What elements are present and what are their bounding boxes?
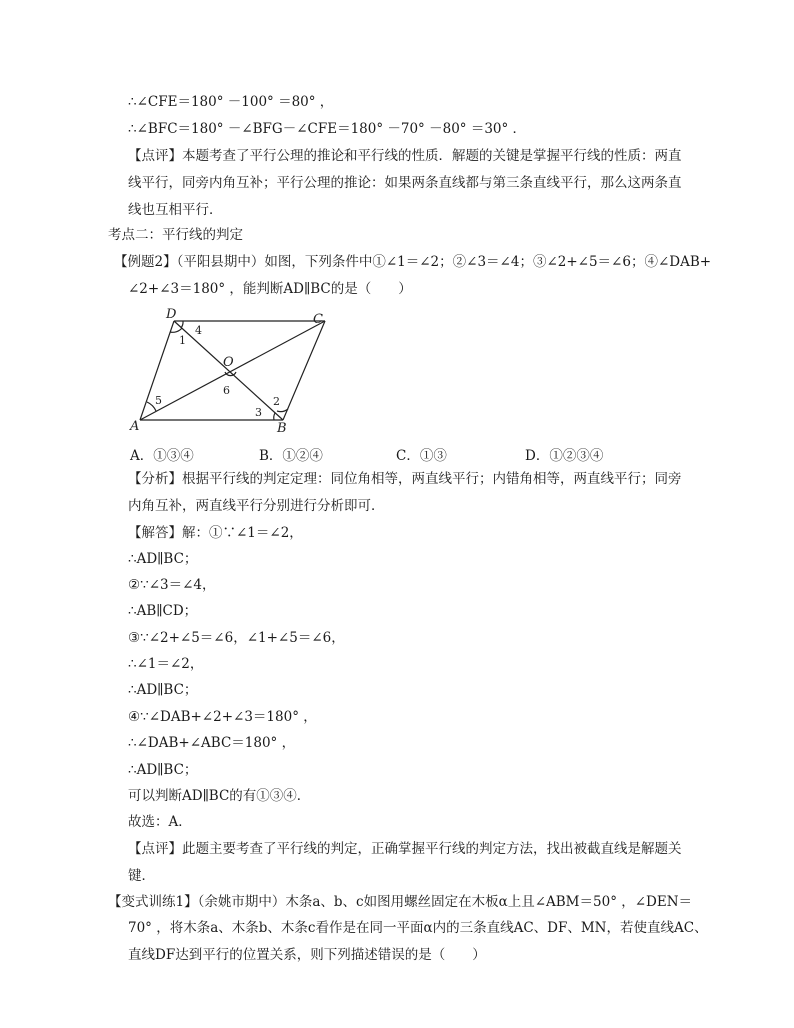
exercise-line-3: 直线DF达到平行的位置关系，则下列描述错误的是（ ） (128, 947, 486, 963)
exercise-line-2: 70° ，将木条a、木条b、木条c看作是在同一平面α内的三条直线AC、DF、MN，若使直线AC、 (128, 920, 708, 936)
solution-line-8: ④∵∠DAB+∠2+∠3＝180° ， (128, 709, 317, 725)
answer-line: 故选：A． (128, 814, 192, 830)
vertex-label-a: A (130, 419, 140, 434)
review-line-1: 【点评】此题主要考查了平行线的判定，正确掌握平行线的判定方法，找出被截直线是解题关 (128, 841, 682, 857)
solution-line-6: ∴∠1＝∠2， (128, 656, 204, 672)
option-b: B．①②④ (259, 448, 323, 464)
angle-label-3: 3 (255, 406, 262, 419)
angle-arc-4 (181, 321, 183, 328)
angle-label-4: 4 (195, 324, 202, 337)
analysis-line-2: 内角互补，两直线平行分别进行分析即可． (128, 498, 385, 514)
solution-line-1: 【解答】解：①∵∠1＝∠2， (128, 525, 303, 541)
solution-line-11: 可以判断AD∥BC的有①③④． (128, 788, 311, 804)
comment-line-2: 线平行，同旁内角互补；平行公理的推论：如果两条直线都与第三条直线平行，那么这两条直 (128, 175, 682, 191)
angle-label-1: 1 (179, 334, 186, 347)
parallelogram-figure (125, 306, 330, 436)
prev-solution-line-1: ∴∠CFE＝180° －100° ＝80° ， (128, 94, 334, 110)
solution-line-2: ∴AD∥BC； (128, 551, 198, 567)
analysis-line-1: 【分析】根据平行线的判定定理：同位角相等，两直线平行；内错角相等，两直线平行；同旁 (128, 471, 682, 487)
angle-label-5: 5 (155, 394, 162, 407)
example-question-line-2: ∠2+∠3＝180° ，能判断AD∥BC的是（ ） (128, 281, 412, 297)
angle-arc-3 (274, 413, 275, 420)
option-a: A．①③④ (130, 448, 194, 464)
comment-line-3: 线也互相平行． (128, 202, 223, 218)
prev-solution-line-2: ∴∠BFC＝180° －∠BFG－∠CFE＝180° －70° －80° ＝30° ． (128, 121, 527, 137)
angle-label-6: 6 (223, 384, 230, 397)
solution-line-4: ∴AB∥CD； (128, 603, 198, 619)
exercise-line-1: 【变式训练1】（余姚市期中）木条a、b、c如图用螺丝固定在木板α上且∠ABM＝50° ，∠DEN＝ (108, 894, 693, 910)
solution-line-9: ∴∠DAB+∠ABC＝180° ， (128, 735, 296, 751)
solution-line-5: ③∵∠2+∠5＝∠6，∠1+∠5＝∠6， (128, 630, 345, 646)
option-c: C．①③ (396, 448, 447, 464)
solution-line-10: ∴AD∥BC； (128, 762, 198, 778)
comment-line-1: 【点评】本题考查了平行公理的推论和平行线的性质．解题的关键是掌握平行线的性质：两直 (128, 148, 682, 164)
section-heading: 考点二：平行线的判定 (108, 227, 243, 243)
side-cb (283, 321, 325, 420)
example-question-line-1: 【例题2】（平阳县期中）如图，下列条件中①∠1＝∠2；②∠3＝∠4；③∠2+∠5＝∠6；④∠DAB+ (114, 254, 712, 270)
vertex-label-b: B (277, 421, 287, 436)
diagonal-ac (140, 321, 325, 420)
review-line-2: 键． (128, 868, 155, 884)
diagonal-db (174, 321, 283, 420)
vertex-label-c: C (313, 312, 323, 327)
solution-line-7: ∴AD∥BC； (128, 682, 198, 698)
vertex-label-o: O (223, 355, 234, 370)
angle-label-2: 2 (273, 395, 280, 408)
option-d: D．①②③④ (525, 448, 604, 464)
vertex-label-d: D (166, 307, 177, 322)
solution-line-3: ②∵∠3＝∠4， (128, 577, 216, 593)
